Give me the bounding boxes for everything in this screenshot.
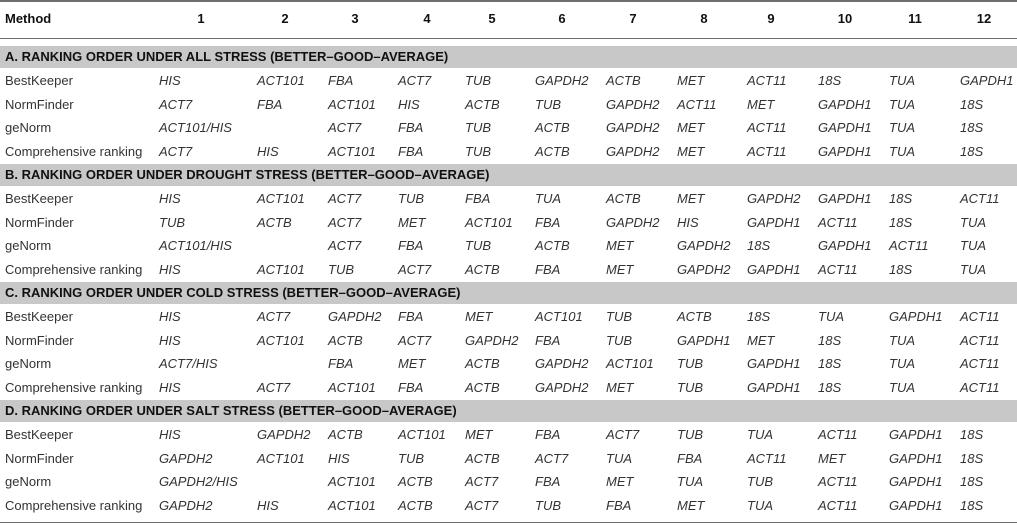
gene-cell: GAPDH2 — [606, 215, 660, 230]
gene-cell: TUA — [960, 262, 986, 277]
rank-header-5: 5 — [488, 11, 496, 26]
gene-cell: HIS — [257, 144, 279, 159]
gene-cell: TUB — [606, 309, 632, 324]
gene-cell: ACTB — [257, 215, 292, 230]
gene-cell: TUB — [465, 120, 491, 135]
gene-cell: MET — [398, 215, 426, 230]
method-label: Comprehensive ranking — [5, 262, 143, 277]
gene-cell: ACT101 — [257, 73, 305, 88]
gene-cell: ACT11 — [960, 333, 1000, 348]
gene-cell: HIS — [159, 333, 181, 348]
gene-cell: GAPDH1 — [889, 451, 943, 466]
gene-cell: ACT101 — [257, 262, 305, 277]
gene-cell: 18S — [818, 73, 842, 88]
gene-cell: HIS — [159, 427, 181, 442]
section-title: B. RANKING ORDER UNDER DROUGHT STRESS (BETTER–GOOD–AVERAGE) — [5, 167, 490, 182]
gene-cell: TUB — [677, 380, 703, 395]
rank-header-11: 11 — [908, 11, 922, 26]
rank-header-2: 2 — [281, 11, 289, 26]
gene-cell: TUA — [889, 144, 915, 159]
gene-cell: ACT101 — [328, 498, 376, 513]
gene-cell: GAPDH2 — [159, 451, 213, 466]
gene-cell: GAPDH2 — [257, 427, 311, 442]
gene-cell: MET — [606, 380, 634, 395]
gene-cell: ACT11 — [818, 215, 858, 230]
gene-cell: ACTB — [465, 356, 500, 371]
rank-header-1: 1 — [197, 11, 205, 26]
gene-cell: ACTB — [328, 427, 363, 442]
section-header — [0, 400, 1017, 422]
section-header — [0, 46, 1017, 68]
method-label: Comprehensive ranking — [5, 144, 143, 159]
top-rule — [0, 0, 1017, 2]
gene-cell: GAPDH2 — [535, 73, 589, 88]
gene-cell: ACTB — [465, 97, 500, 112]
gene-cell: FBA — [677, 451, 703, 466]
gene-cell: 18S — [960, 427, 984, 442]
gene-cell: TUB — [677, 356, 703, 371]
gene-cell: MET — [606, 474, 634, 489]
gene-cell: ACT7 — [606, 427, 640, 442]
gene-cell: GAPDH2 — [465, 333, 519, 348]
gene-cell: GAPDH2 — [606, 120, 660, 135]
gene-cell: ACTB — [398, 474, 433, 489]
gene-cell: ACT7 — [328, 191, 362, 206]
gene-cell: TUA — [818, 309, 844, 324]
gene-cell: TUA — [889, 97, 915, 112]
gene-cell: MET — [677, 191, 705, 206]
gene-cell: MET — [465, 309, 493, 324]
gene-cell: HIS — [677, 215, 699, 230]
gene-cell: ACTB — [677, 309, 712, 324]
gene-cell: ACTB — [606, 191, 641, 206]
method-label: NormFinder — [5, 333, 74, 348]
gene-cell: TUB — [535, 498, 561, 513]
gene-cell: 18S — [747, 309, 771, 324]
gene-cell: TUB — [398, 191, 424, 206]
rank-header-3: 3 — [351, 11, 359, 26]
gene-cell: TUA — [889, 120, 915, 135]
gene-cell: ACTB — [465, 380, 500, 395]
gene-cell: 18S — [960, 498, 984, 513]
gene-cell: TUA — [747, 427, 773, 442]
header-rule — [0, 38, 1017, 39]
gene-cell: HIS — [159, 262, 181, 277]
gene-cell: ACT11 — [960, 309, 1000, 324]
section-title: A. RANKING ORDER UNDER ALL STRESS (BETTER–GOOD–AVERAGE) — [5, 49, 449, 64]
method-label: BestKeeper — [5, 309, 73, 324]
gene-cell: FBA — [398, 309, 424, 324]
section-title: D. RANKING ORDER UNDER SALT STRESS (BETTER–GOOD–AVERAGE) — [5, 403, 457, 418]
gene-cell: HIS — [159, 309, 181, 324]
gene-cell: GAPDH2 — [535, 380, 589, 395]
gene-cell: MET — [465, 427, 493, 442]
gene-cell: MET — [606, 238, 634, 253]
gene-cell: ACT101 — [465, 215, 513, 230]
gene-cell: ACT11 — [889, 238, 929, 253]
bottom-rule — [0, 522, 1017, 523]
method-label: NormFinder — [5, 215, 74, 230]
gene-cell: 18S — [889, 191, 913, 206]
gene-cell: TUA — [889, 380, 915, 395]
rank-header-6: 6 — [558, 11, 566, 26]
gene-cell: TUB — [465, 73, 491, 88]
gene-cell: ACT7 — [257, 309, 291, 324]
gene-cell: ACTB — [535, 120, 570, 135]
gene-cell: 18S — [960, 120, 984, 135]
gene-cell: HIS — [159, 73, 181, 88]
gene-cell: MET — [677, 498, 705, 513]
gene-cell: GAPDH1 — [747, 262, 801, 277]
gene-cell: ACT7 — [398, 333, 432, 348]
gene-cell: GAPDH1 — [889, 474, 943, 489]
gene-cell: ACT11 — [747, 120, 787, 135]
gene-cell: FBA — [257, 97, 283, 112]
gene-cell: TUB — [677, 427, 703, 442]
gene-cell: ACT101 — [328, 97, 376, 112]
gene-cell: FBA — [535, 474, 561, 489]
method-label: Comprehensive ranking — [5, 498, 143, 513]
gene-cell: ACT7 — [535, 451, 569, 466]
gene-cell: ACT101 — [398, 427, 446, 442]
gene-cell: ACT11 — [960, 356, 1000, 371]
gene-cell: ACT101/HIS — [159, 238, 232, 253]
gene-cell: TUA — [677, 474, 703, 489]
gene-cell: FBA — [535, 427, 561, 442]
gene-cell: ACT7 — [328, 238, 362, 253]
gene-cell: ACT7 — [465, 498, 499, 513]
gene-cell: ACTB — [328, 333, 363, 348]
gene-cell: TUB — [535, 97, 561, 112]
gene-cell: ACT7/HIS — [159, 356, 218, 371]
gene-cell: FBA — [535, 333, 561, 348]
gene-cell: TUA — [535, 191, 561, 206]
gene-cell: 18S — [960, 144, 984, 159]
gene-cell: TUA — [960, 215, 986, 230]
gene-cell: MET — [677, 144, 705, 159]
method-label: geNorm — [5, 356, 52, 371]
gene-cell: 18S — [889, 262, 913, 277]
gene-cell: MET — [818, 451, 846, 466]
gene-cell: TUB — [465, 144, 491, 159]
gene-cell: HIS — [398, 97, 420, 112]
gene-cell: ACT11 — [818, 427, 858, 442]
method-label: BestKeeper — [5, 191, 73, 206]
gene-cell: MET — [747, 333, 775, 348]
method-label: NormFinder — [5, 451, 74, 466]
gene-cell: ACTB — [465, 262, 500, 277]
gene-cell: MET — [747, 97, 775, 112]
gene-cell: 18S — [747, 238, 771, 253]
gene-cell: ACT11 — [747, 144, 787, 159]
gene-cell: TUB — [606, 333, 632, 348]
rank-header-12: 12 — [976, 11, 992, 26]
section-header — [0, 164, 1017, 186]
gene-cell: FBA — [328, 356, 354, 371]
gene-cell: ACT101 — [328, 380, 376, 395]
gene-cell: GAPDH1 — [747, 380, 801, 395]
gene-cell: ACT7 — [159, 97, 193, 112]
method-label: geNorm — [5, 238, 52, 253]
gene-cell: FBA — [535, 262, 561, 277]
gene-cell: ACTB — [535, 144, 570, 159]
gene-cell: ACT101 — [257, 191, 305, 206]
gene-cell: ACTB — [535, 238, 570, 253]
gene-cell: GAPDH2 — [606, 144, 660, 159]
gene-cell: HIS — [257, 498, 279, 513]
gene-cell: GAPDH2 — [606, 97, 660, 112]
gene-cell: GAPDH1 — [818, 120, 872, 135]
gene-cell: MET — [677, 120, 705, 135]
rank-header-9: 9 — [767, 11, 775, 26]
gene-cell: ACT11 — [818, 262, 858, 277]
gene-cell: ACT7 — [159, 144, 193, 159]
gene-cell: GAPDH1 — [889, 309, 943, 324]
gene-cell: FBA — [398, 238, 424, 253]
gene-cell: HIS — [328, 451, 350, 466]
gene-cell: ACT11 — [677, 97, 717, 112]
gene-cell: 18S — [818, 333, 842, 348]
gene-cell: ACT11 — [747, 73, 787, 88]
gene-cell: ACT101 — [328, 144, 376, 159]
gene-cell: GAPDH2/HIS — [159, 474, 238, 489]
rank-header-7: 7 — [629, 11, 637, 26]
gene-cell: ACTB — [465, 451, 500, 466]
gene-cell: ACTB — [606, 73, 641, 88]
gene-cell: GAPDH2 — [747, 191, 801, 206]
gene-cell: FBA — [398, 120, 424, 135]
gene-cell: HIS — [159, 191, 181, 206]
gene-cell: ACT101 — [606, 356, 654, 371]
gene-cell: FBA — [328, 73, 354, 88]
rank-header-4: 4 — [423, 11, 431, 26]
gene-cell: ACT11 — [960, 380, 1000, 395]
gene-cell: ACT101/HIS — [159, 120, 232, 135]
gene-cell: GAPDH1 — [677, 333, 731, 348]
gene-cell: ACT7 — [257, 380, 291, 395]
gene-cell: TUB — [465, 238, 491, 253]
gene-cell: ACTB — [398, 498, 433, 513]
method-label: Comprehensive ranking — [5, 380, 143, 395]
gene-cell: ACT101 — [328, 474, 376, 489]
gene-cell: GAPDH1 — [960, 73, 1014, 88]
gene-cell: TUA — [889, 73, 915, 88]
gene-cell: GAPDH2 — [328, 309, 382, 324]
gene-cell: ACT11 — [747, 451, 787, 466]
gene-cell: FBA — [398, 144, 424, 159]
gene-cell: GAPDH1 — [889, 427, 943, 442]
gene-cell: ACT7 — [465, 474, 499, 489]
rank-header-10: 10 — [837, 11, 853, 26]
section-header — [0, 282, 1017, 304]
gene-cell: ACT7 — [398, 262, 432, 277]
gene-cell: GAPDH1 — [818, 191, 872, 206]
gene-cell: ACT101 — [257, 333, 305, 348]
gene-cell: MET — [606, 262, 634, 277]
gene-cell: FBA — [535, 215, 561, 230]
gene-cell: ACT7 — [398, 73, 432, 88]
gene-cell: ACT7 — [328, 215, 362, 230]
method-label: BestKeeper — [5, 427, 73, 442]
gene-cell: GAPDH1 — [747, 356, 801, 371]
gene-cell: 18S — [960, 474, 984, 489]
gene-cell: TUA — [889, 333, 915, 348]
gene-cell: GAPDH1 — [818, 144, 872, 159]
gene-cell: HIS — [159, 380, 181, 395]
gene-cell: ACT7 — [328, 120, 362, 135]
method-label: BestKeeper — [5, 73, 73, 88]
gene-cell: 18S — [960, 97, 984, 112]
gene-cell: 18S — [818, 380, 842, 395]
gene-cell: ACT101 — [257, 451, 305, 466]
gene-cell: GAPDH2 — [677, 262, 731, 277]
gene-cell: GAPDH2 — [535, 356, 589, 371]
gene-cell: FBA — [465, 191, 491, 206]
gene-cell: TUA — [960, 238, 986, 253]
gene-cell: MET — [398, 356, 426, 371]
gene-cell: ACT11 — [818, 498, 858, 513]
gene-cell: GAPDH1 — [818, 97, 872, 112]
gene-cell: GAPDH1 — [818, 238, 872, 253]
section-title: C. RANKING ORDER UNDER COLD STRESS (BETTER–GOOD–AVERAGE) — [5, 285, 461, 300]
gene-cell: TUB — [398, 451, 424, 466]
gene-cell: 18S — [960, 451, 984, 466]
method-column-header: Method — [5, 11, 52, 26]
gene-cell: ACT11 — [960, 191, 1000, 206]
method-label: geNorm — [5, 474, 52, 489]
gene-cell: 18S — [889, 215, 913, 230]
method-label: NormFinder — [5, 97, 74, 112]
gene-cell: FBA — [398, 380, 424, 395]
gene-cell: TUB — [328, 262, 354, 277]
gene-cell: MET — [677, 73, 705, 88]
gene-cell: GAPDH2 — [677, 238, 731, 253]
gene-cell: ACT11 — [818, 474, 858, 489]
gene-cell: GAPDH2 — [159, 498, 213, 513]
gene-cell: GAPDH1 — [889, 498, 943, 513]
gene-cell: FBA — [606, 498, 632, 513]
rank-header-8: 8 — [700, 11, 708, 26]
gene-cell: GAPDH1 — [747, 215, 801, 230]
gene-cell: TUB — [747, 474, 773, 489]
method-label: geNorm — [5, 120, 52, 135]
gene-cell: TUB — [159, 215, 185, 230]
gene-cell: TUA — [747, 498, 773, 513]
gene-cell: TUA — [889, 356, 915, 371]
gene-cell: 18S — [818, 356, 842, 371]
gene-cell: ACT101 — [535, 309, 583, 324]
gene-cell: TUA — [606, 451, 632, 466]
